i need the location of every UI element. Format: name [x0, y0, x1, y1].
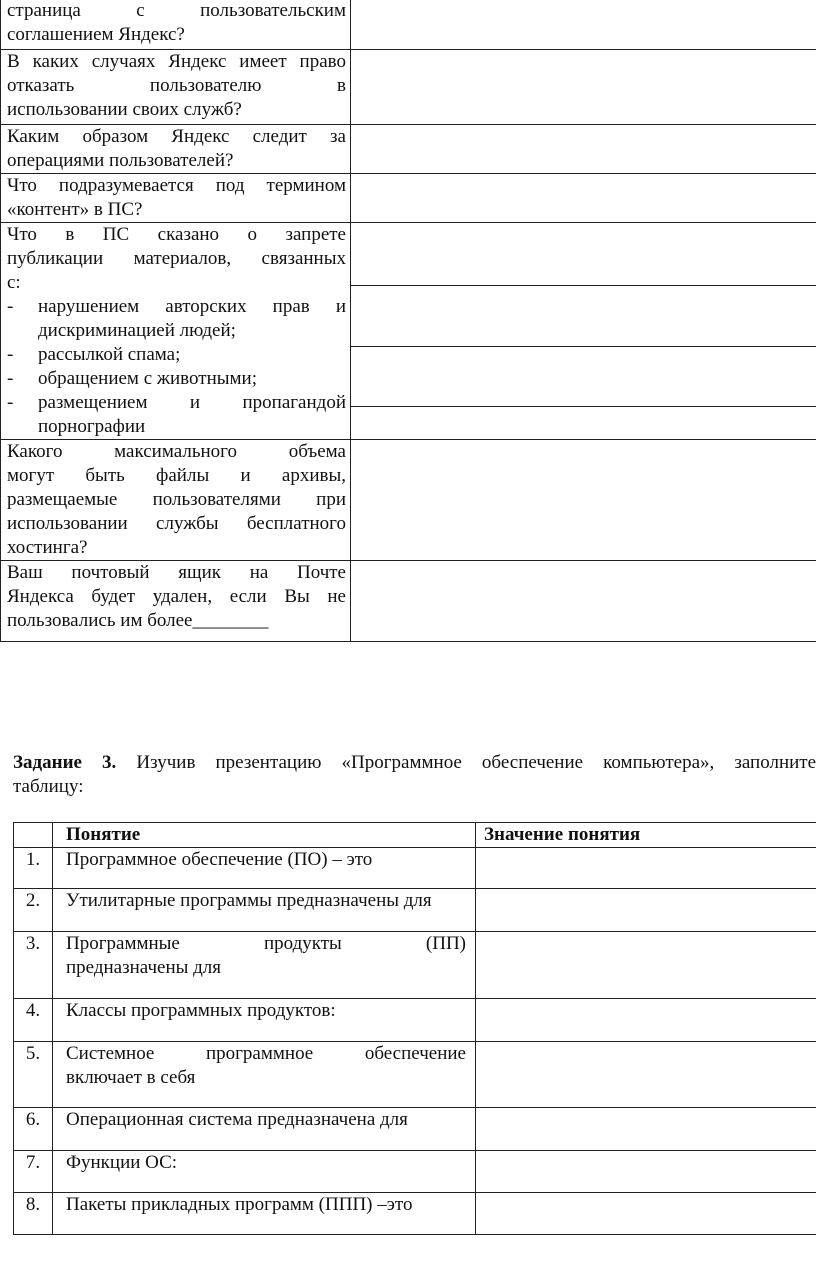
question-line: хостинга? [7, 537, 88, 558]
question-line: пользовались им более________ [7, 610, 269, 631]
table-row [1, 174, 816, 223]
table-row [1, 125, 816, 174]
list-item [7, 367, 346, 391]
question-line: Ваш почтовый ящик на Почте [7, 562, 346, 583]
table-row [1, 223, 816, 440]
table-row [14, 889, 816, 932]
answer-cell[interactable] [351, 561, 816, 642]
question-line: с: [7, 272, 21, 293]
task-3-label: Задание 3. [13, 752, 117, 773]
meaning-cell[interactable] [476, 999, 816, 1042]
table-row [1, 0, 816, 50]
concept-cell [53, 889, 476, 932]
list-item-line: - размещением и пропагандой [38, 392, 346, 413]
answer-subcell[interactable] [351, 347, 816, 407]
table-row [14, 1108, 816, 1151]
question-line: «контент» в ПС? [7, 199, 143, 220]
meaning-cell[interactable] [476, 1108, 816, 1151]
question-line: Яндекса будет удален, если Вы не [7, 586, 346, 607]
concept-cell [53, 1108, 476, 1151]
row-number: 7. [14, 1151, 53, 1193]
table-row [14, 1193, 816, 1235]
question-line: Что подразумевается под термином [7, 175, 346, 196]
table-row [14, 1151, 816, 1193]
list-item-line: - обращением с животными; [38, 368, 257, 389]
task-3-instructions [13, 751, 816, 799]
concept-cell [53, 1151, 476, 1193]
answer-cell[interactable] [351, 174, 816, 223]
concept-line: Функции ОС: [66, 1152, 178, 1173]
question-line: использовании своих служб? [7, 99, 242, 120]
table-row [1, 50, 816, 125]
question-line: использовании службы бесплатного [7, 513, 346, 534]
table-row [1, 440, 816, 561]
meaning-cell[interactable] [476, 1151, 816, 1193]
answer-subcell[interactable] [351, 223, 816, 286]
question-cell [1, 50, 351, 125]
concept-cell [53, 1042, 476, 1108]
question-line: В каких случаях Яндекс имеет право [7, 51, 346, 72]
concept-line: Классы программных продуктов: [66, 1000, 336, 1021]
meaning-cell[interactable] [476, 1042, 816, 1108]
answer-subcell[interactable] [351, 407, 816, 438]
concept-line: Программные продукты (ПП) [66, 933, 466, 954]
row-number: 3. [14, 932, 53, 999]
row-number: 4. [14, 999, 53, 1042]
list-item-line: - рассылкой спама; [38, 344, 181, 365]
topics-list [7, 295, 346, 439]
question-line: публикации материалов, связанных [7, 248, 346, 269]
table-row [14, 848, 816, 889]
answer-cell[interactable] [351, 0, 816, 50]
question-line: размещаемые пользователями при [7, 489, 346, 510]
task-3-line [13, 751, 816, 775]
answer-subcell[interactable] [351, 286, 816, 347]
question-cell [1, 223, 351, 440]
task-3-line: таблицу: [13, 776, 84, 797]
list-item-line: порнографии [38, 416, 146, 437]
concept-line: включает в себя [66, 1067, 196, 1088]
list-item [7, 391, 346, 439]
question-line: Каким образом Яндекс следит за [7, 126, 346, 147]
row-number: 2. [14, 889, 53, 932]
meaning-cell[interactable] [476, 932, 816, 999]
concept-cell [53, 999, 476, 1042]
answer-subcells [351, 223, 816, 439]
meaning-header: Значение понятия [476, 823, 816, 848]
answer-cell[interactable] [351, 125, 816, 174]
meaning-cell[interactable] [476, 1193, 816, 1235]
list-item [7, 295, 346, 343]
question-cell [1, 440, 351, 561]
question-line: Какого максимального объема [7, 441, 346, 462]
concept-line: предназначены для [66, 957, 222, 978]
question-line: могут быть файлы и архивы, [7, 465, 346, 486]
concept-cell [53, 1193, 476, 1235]
list-item-line: - нарушением авторских прав и [38, 296, 346, 317]
question-line: соглашением Яндекс? [7, 24, 185, 45]
concept-line: Системное программное обеспечение [66, 1043, 466, 1064]
concept-cell [53, 932, 476, 999]
number-header [14, 823, 53, 848]
question-line: операциями пользователей? [7, 150, 234, 171]
table-row [14, 932, 816, 999]
answer-cell[interactable] [351, 440, 816, 561]
row-number: 5. [14, 1042, 53, 1108]
question-cell [1, 125, 351, 174]
list-item-line: дискриминацией людей; [38, 320, 236, 341]
question-line: отказать пользователю в [7, 75, 346, 96]
row-number: 6. [14, 1108, 53, 1151]
list-item [7, 343, 346, 367]
table-row [14, 1042, 816, 1108]
concept-cell [53, 848, 476, 889]
question-cell [1, 174, 351, 223]
question-cell [1, 561, 351, 642]
question-line: страница с пользовательским [7, 0, 346, 21]
meaning-cell[interactable] [476, 848, 816, 889]
table-header-row [14, 823, 816, 848]
concept-line: Пакеты прикладных программ (ППП) –это [66, 1194, 413, 1215]
question-cell [1, 0, 351, 50]
answer-cell-group [351, 223, 816, 440]
task-3-text: Изучив презентацию «Программное обеспечение компьютера», заполните [136, 752, 816, 773]
table-row [1, 561, 816, 642]
concept-line: Программное обеспечение (ПО) – это [66, 849, 373, 870]
answer-cell[interactable] [351, 50, 816, 125]
meaning-cell[interactable] [476, 889, 816, 932]
concept-line: Утилитарные программы предназначены для [66, 890, 432, 911]
concept-header: Понятие [53, 823, 476, 848]
row-number: 1. [14, 848, 53, 889]
table-row [14, 999, 816, 1042]
row-number: 8. [14, 1193, 53, 1235]
concept-line: Операционная система предназначена для [66, 1109, 408, 1130]
software-concepts-table [13, 822, 816, 1235]
question-line: Что в ПС сказано о запрете [7, 224, 346, 245]
